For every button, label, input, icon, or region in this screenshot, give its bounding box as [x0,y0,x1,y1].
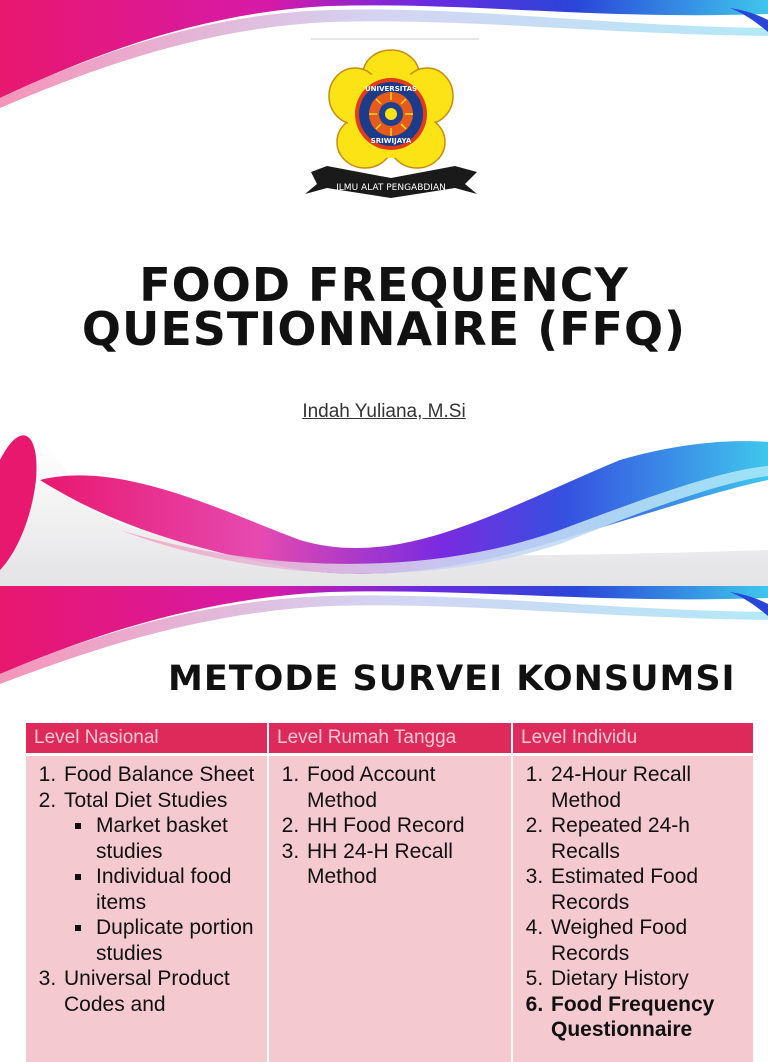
list-item: 2. HH Food Record [305,813,503,839]
table-row [26,755,753,1062]
list-item: 1. Food Balance Sheet [62,762,259,788]
list-item [62,788,259,967]
list-item: 1. Food Account Method [305,762,503,813]
svg-text:ILMU ALAT PENGABDIAN: ILMU ALAT PENGABDIAN [336,183,446,193]
university-logo [305,38,485,203]
list-item: 3. HH 24-H Recall Method [305,839,503,890]
cell-level-rumah-tangga [268,755,512,1062]
svg-text:SRIWIJAYA: SRIWIJAYA [371,137,412,145]
list-item-label: Total Diet Studies [64,789,227,812]
list-item: 3. Estimated Food Records [549,864,745,915]
list-individu [521,762,745,1043]
bottom-swoosh-decoration [0,420,768,586]
cell-level-nasional [26,755,268,1062]
list-nasional [34,762,259,1017]
slide-title-line-2: QUESTIONNAIRE (FFQ) [0,306,768,352]
list-item: 1. 24-Hour Recall Method [549,762,745,813]
svg-text:UNIVERSITAS: UNIVERSITAS [365,85,417,93]
slide-heading: METODE SURVEI KONSUMSI [168,662,748,697]
slide-title-line-1: FOOD FREQUENCY [0,262,768,308]
header-level-individu: Level Individu [512,723,753,755]
cell-level-individu [512,755,753,1062]
sub-list-item: ▪ Duplicate portion studies [94,915,259,966]
list-item: 4. Weighed Food Records [549,915,745,966]
author-text: Indah Yuliana, M.Si [302,401,465,422]
table-header-row [26,723,753,755]
sub-list-item: ▪ Individual food items [94,864,259,915]
header-level-rumah-tangga: Level Rumah Tangga [268,723,512,755]
list-rumah-tangga [277,762,503,890]
sub-list-item: ▪ Market basket studies [94,813,259,864]
list-item: 3. Universal Product Codes and [62,966,259,1017]
header-level-nasional: Level Nasional [26,723,268,755]
list-item-highlight: 6. Food Frequency Questionnaire [549,992,745,1043]
list-item: 5. Dietary History [549,966,745,992]
sub-list [64,813,259,966]
survey-methods-table [26,723,753,1062]
list-item: 2. Repeated 24-h Recalls [549,813,745,864]
